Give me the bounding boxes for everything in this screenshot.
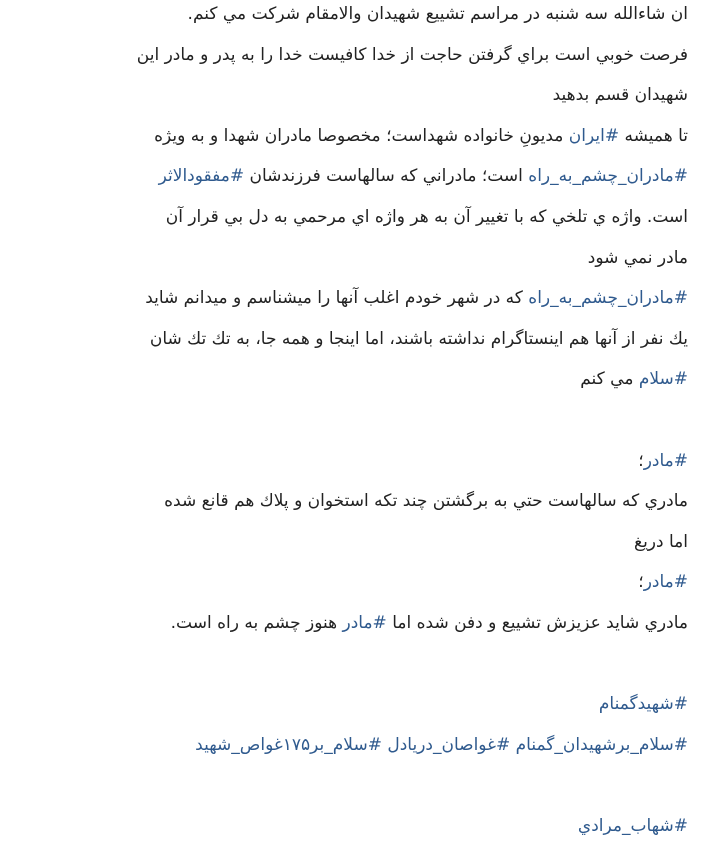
hashtag-link[interactable]: #مادران_چشم_به_راه	[528, 166, 688, 187]
caption-line: فرصت خوبي است براي گرفتن حاجت از خدا كافيست خدا را به پدر و مادر اين	[136, 44, 688, 65]
hashtag-row	[30, 684, 688, 725]
hashtag-link[interactable]: #مادران_چشم_به_راه	[528, 288, 688, 309]
caption-line	[30, 156, 688, 197]
caption-line	[30, 116, 688, 157]
caption-line: مادر نمي شود	[587, 247, 688, 268]
caption-line	[30, 441, 688, 482]
paragraph-spacer	[30, 400, 688, 441]
caption-text: كه در شهر خودم اغلب آنها را ميشناسم و ميدانم شايد	[145, 288, 529, 309]
caption-text: ؛	[638, 572, 644, 593]
hashtag-link[interactable]: #مادر	[643, 572, 688, 593]
hashtag-row	[30, 725, 688, 766]
caption-line	[30, 359, 688, 400]
caption-text: ؛	[638, 450, 644, 471]
caption-text: مي كنم	[580, 369, 639, 390]
caption-text: تا هميشه	[619, 125, 688, 146]
caption-line: شهيدان قسم بدهيد	[552, 85, 688, 106]
caption-line	[30, 603, 688, 644]
hashtag-link[interactable]: #مادر	[342, 612, 387, 633]
hashtag-link[interactable]: #مادر	[643, 450, 688, 471]
caption-text: مادري شايد عزيزش تشييع و دفن شده اما	[386, 612, 688, 633]
hashtag-link[interactable]: #ايران	[568, 125, 620, 146]
hashtag-link[interactable]: #شهيدگمنام	[598, 694, 688, 715]
caption-text: مديونِ خانواده شهداست؛ مخصوصا مادران شهدا و به ويژه	[154, 125, 569, 146]
hashtag-link[interactable]: #غواصان_دريادل	[387, 734, 511, 755]
hashtag-link[interactable]: #سلام	[638, 369, 688, 390]
caption-line: ان شاءالله سه شنبه در مراسم تشييع شهيدان والامقام شركت مي كنم.	[187, 4, 688, 24]
hashtag-link[interactable]: #مفقودالاثر	[158, 166, 245, 187]
caption-line: است. واژه ي تلخي كه با تغيير آن به هر واژه اي مرحمي به دل بي قرار آن	[165, 206, 688, 227]
caption-text: هنوز چشم به راه است.	[170, 612, 343, 633]
post-caption	[30, 0, 688, 846]
caption-line	[30, 278, 688, 319]
hashtag-link[interactable]: #سلام_برشهيدان_گمنام	[515, 734, 688, 755]
hashtag-link[interactable]: #شهاب_مرادي	[577, 815, 688, 836]
caption-line: يك نفر از آنها هم اينستاگرام نداشته باشند، اما اينجا و همه جا، به تك تك شان	[149, 328, 688, 349]
caption-text: است؛ مادراني كه سالهاست فرزندشان	[244, 166, 529, 187]
paragraph-spacer	[30, 765, 688, 806]
paragraph-spacer	[30, 644, 688, 685]
caption-line	[30, 562, 688, 603]
hashtag-link[interactable]: #سلام_بر۱۷۵غواص_شهيد	[195, 734, 382, 755]
hashtag-row	[30, 806, 688, 847]
caption-line: اما دريغ	[634, 531, 688, 552]
caption-line: مادري كه سالهاست حتي به برگشتن چند تكه استخوان و پلاك هم قانع شده	[164, 491, 688, 512]
